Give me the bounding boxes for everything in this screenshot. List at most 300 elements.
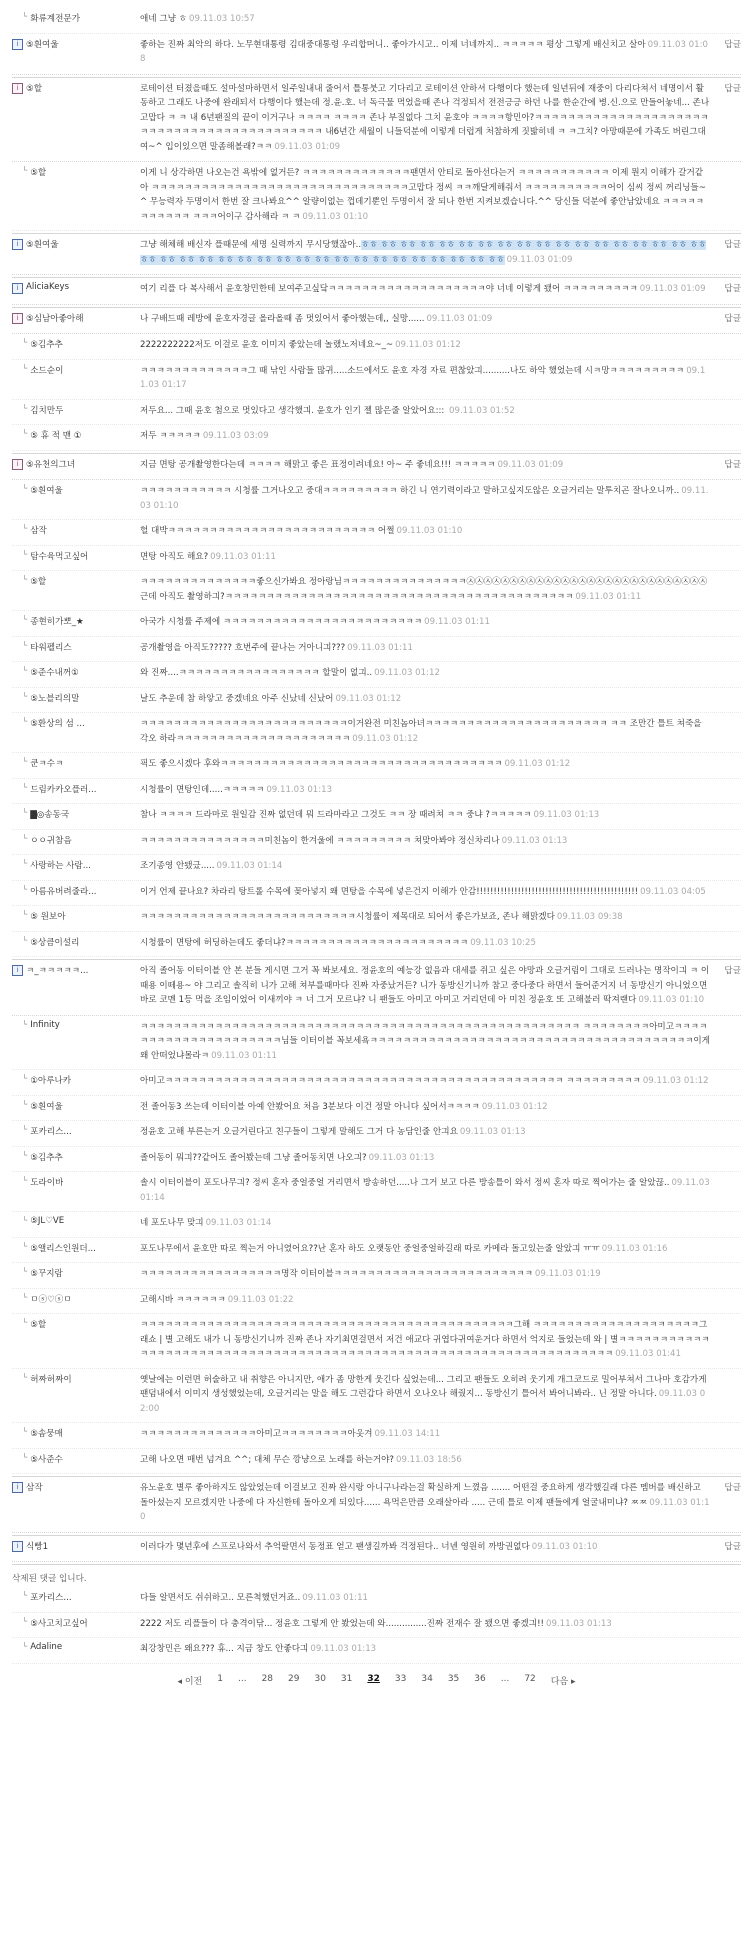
author[interactable] <box>12 1151 140 1166</box>
timestamp: 09.11.03 01:10 <box>140 486 709 511</box>
author[interactable] <box>12 1125 140 1140</box>
reply-button <box>719 484 741 513</box>
author-name[interactable]: ①아루나카 <box>30 1076 72 1086</box>
reply-button <box>719 692 741 707</box>
comment-body: 로테이션 터졌을때도 설마설마하면서 일주일내내 줄어서 틀통붓고 기다리고 로테이션 안하셔 다행이다 했는데 일년뒤에 재중이 다리다쳐서 네명이서 활동하고 그래도 나중에 완래되서 다행이다 했는데 정.윤.호. 너 독극물 먹었을때 존나 걱정되서 전전긍긍 하던 나를 한순간에 병.신.으로 만들어놓네... 존나고맙다 ㅋ ㅋ 내 6년팬질의 끝이 이거구나 ㅋㅋㅋㅋ ㅋㅋㅋㅋ 존나 부질없다 그치 윤호야 ㅋㅋㅋㅋ항민아?ㅋㅋㅋㅋㅋㅋㅋㅋㅋㅋㅋㅋㅋㅋㅋㅋㅋㅋㅋㅋㅋㅋㅋㅋㅋㅋㅋㅋㅋㅋㅋㅋㅋㅋㅋㅋㅋㅋㅋㅋㅋㅋㅋ 내6년간 세월이 니들덕분에 이렇게 더럽게 처참하게 짓밟히네 ㅋ ㅋ그치? 아망때문에 가족도 버린그대여~^ 입이있으면 말좀해볼래?ㅋㅋ <box>140 83 710 152</box>
author-name[interactable]: 허짜허짜이 <box>30 1374 72 1385</box>
reply-button <box>719 1125 741 1140</box>
author[interactable] <box>12 1293 140 1308</box>
author-name[interactable]: 포카리스... <box>30 1127 72 1137</box>
author-name[interactable]: ⑤앨리스인원더... <box>30 1243 96 1254</box>
page-link[interactable]: 30 <box>314 1673 326 1684</box>
comment-text <box>140 964 719 1008</box>
timestamp: 09.11.03 14:11 <box>374 1429 441 1439</box>
timestamp: 09.11.03 01:13 <box>501 835 568 846</box>
reply-button <box>719 575 741 604</box>
timestamp: 09.11.03 01:19 <box>534 1269 601 1279</box>
reply-row <box>12 1289 741 1315</box>
author-name[interactable]: ⑤흰여울 <box>26 240 59 250</box>
author-name[interactable]: ⑤김추추 <box>30 340 63 350</box>
reply-row <box>12 906 741 932</box>
timestamp: 09.11.03 01:11 <box>302 1593 369 1603</box>
comment-body: ㅋㅋㅋㅋㅋㅋㅋㅋㅋㅋㅋㅋㅋㅋ아미고ㅋㅋㅋㅋㅋㅋㅋㅋ아옷겨 <box>140 1429 373 1439</box>
comment-body: 이게 니 상각하면 나오는건 욕밖에 없거든? ㅋㅋㅋㅋㅋㅋㅋㅋㅋㅋㅋㅋㅋ팬면서 안티로 돌아선다는거 ㅋㅋㅋㅋㅋㅋㅋㅋㅋㅋㅋ 이제 뭔지 이해가 갈거같아 ㅋㅋㅋㅋㅋㅋㅋㅋㅋㅋㅋㅋㅋㅋㅋㅋㅋㅋㅋㅋㅋㅋㅋㅋㅋㅋㅋㅋㅋㅋㅋ고맙다 정씨 ㅋㅋ깨달게해줘서 ㅋㅋㅋㅋㅋㅋㅋㅋㅋㅋ어이 심씨 정씨 꺼리닝들~^ 무능력자 두명이서 한번 잘 크나봐요^^ 알량이없는 껍데기뿐인 두명이서 잘 되나 한번 지켜보겠습니다.^^ 당신들 덕분에 좋안남았네요 ㅋㅋㅋㅋㅋㅋㅋㅋㅋㅋㅋ ㅋㅋㅋ어이구 감사해라 ㅋ ㅋ <box>140 168 706 222</box>
reply-arrow-icon: └ <box>22 1318 28 1328</box>
member-icon: i <box>12 1541 23 1552</box>
author-name[interactable]: 삼작 <box>30 526 47 536</box>
comment-row <box>12 77 741 163</box>
comment-text <box>140 12 719 27</box>
reply-row <box>12 571 741 611</box>
comment-text <box>140 666 719 681</box>
member-icon: i <box>12 39 23 50</box>
timestamp: 09.11.03 01:14 <box>216 861 283 871</box>
author[interactable] <box>12 1100 140 1115</box>
page-link[interactable]: 33 <box>394 1673 407 1684</box>
timestamp: 09.11.03 01:09 <box>274 141 341 152</box>
reply-row <box>12 637 741 663</box>
member-icon: i <box>12 965 23 976</box>
author[interactable] <box>12 1617 140 1632</box>
comment-body: 2222 저도 리플들이 다 충격이닦... 정윤호 그렇게 안 봤었는데 와...............진짜 전재수 잘 됐으면 좋겠긔!! <box>140 1618 544 1629</box>
author-name[interactable]: ▇◎송동국 <box>30 810 70 820</box>
reply-button[interactable]: 답글 <box>724 966 741 976</box>
reply-arrow-icon: └ <box>22 403 28 414</box>
reply-arrow-icon: └ <box>22 833 28 844</box>
reply-row <box>12 520 741 546</box>
timestamp: 09.11.03 01:13 <box>546 1618 612 1629</box>
comment-body: 저두요... 그때 윤호 첨으로 멋있다고 생각했긔. 윤호가 인기 젤 많은줄 알았어요::: <box>140 405 448 416</box>
timestamp: 09.11.03 01:09 <box>506 254 573 265</box>
author-name[interactable]: ⑤ 휴 적 맨 ① <box>30 431 82 441</box>
author-name[interactable]: ⑤할 <box>30 577 47 587</box>
comment-row <box>12 959 741 1016</box>
reply-arrow-icon: └ <box>22 1452 28 1463</box>
author-name[interactable]: ⑤사고치고싶어 <box>30 1618 88 1629</box>
author[interactable] <box>12 692 140 707</box>
timestamp: 09.11.03 01:13 <box>533 810 600 820</box>
author[interactable] <box>12 1453 140 1468</box>
author[interactable] <box>12 166 140 224</box>
reply-button[interactable]: 답글 <box>724 313 741 324</box>
timestamp: 09.11.03 01:10 <box>140 1497 710 1522</box>
reply-row <box>12 1423 741 1449</box>
comment-text <box>140 936 719 951</box>
reply-arrow-icon: └ <box>22 717 28 727</box>
reply-row <box>12 546 741 572</box>
author-name[interactable]: ㅁⓢ♡ⓢㅁ <box>30 1294 72 1305</box>
reply-row <box>12 425 741 451</box>
timestamp: 09.11.03 04:05 <box>640 886 706 897</box>
reply-button <box>719 910 741 925</box>
reply-arrow-icon: └ <box>22 1125 28 1135</box>
author-name[interactable]: ⑤사준수 <box>30 1454 63 1465</box>
reply-button <box>719 404 741 419</box>
author-name[interactable]: 탐수육먹고싶어 <box>30 551 89 562</box>
author[interactable] <box>12 808 140 823</box>
author-name[interactable]: ⑤흰여울 <box>30 486 63 496</box>
author[interactable] <box>12 484 140 513</box>
timestamp: 09.11.03 03:09 <box>202 431 269 441</box>
member-icon: i <box>12 1482 23 1493</box>
page-ellipsis: ... <box>500 1673 510 1684</box>
author[interactable] <box>12 524 140 539</box>
author[interactable] <box>12 666 140 681</box>
author-name[interactable]: ㅇㅇ귀참음 <box>30 835 72 846</box>
highlighted-text: ㅎㅎ ㅎㅎ ㅎㅎ ㅎㅎ ㅎㅎ ㅎㅎ ㅎㅎ ㅎㅎ ㅎㅎ ㅎㅎ ㅎㅎ ㅎㅎ ㅎㅎ ㅎㅎ ㅎㅎ ㅎㅎ ㅎㅎ ㅎㅎ ㅎㅎ ㅎㅎ ㅎㅎ ㅎㅎ ㅎㅎ ㅎㅎ ㅎㅎ ㅎㅎ ㅎㅎ ㅎㅎ ㅎㅎ ㅎㅎ ㅎㅎ ㅎㅎ ㅎㅎ ㅎㅎ ㅎㅎ ㅎㅎ ㅎㅎ <box>140 240 707 265</box>
reply-button[interactable]: 답글 <box>724 284 741 294</box>
comment-body: 졸어동이 뭐긔??같어도 졸어봤는데 그냥 졸어동치면 나오긔? <box>140 1152 367 1163</box>
comment-body: 날도 추운데 참 하앟고 중겠네요 아주 신났네 신났어 <box>140 693 334 704</box>
author[interactable] <box>12 1318 140 1362</box>
reply-arrow-icon: └ <box>22 1591 28 1601</box>
comment-row <box>12 277 741 305</box>
reply-button <box>719 364 741 393</box>
author[interactable] <box>12 641 140 656</box>
reply-button <box>719 1176 741 1205</box>
page-link[interactable]: 35 <box>447 1673 460 1684</box>
author[interactable] <box>12 1020 140 1064</box>
page-link[interactable]: 1 <box>217 1673 223 1684</box>
author[interactable] <box>12 783 140 798</box>
author-name[interactable]: ⑤할 <box>30 1320 47 1330</box>
comment-text <box>140 1074 719 1089</box>
author-name[interactable]: 쿤ㅋ수ㅋ <box>30 759 64 769</box>
author-name[interactable]: ⑤JL♡VE <box>30 1216 65 1226</box>
reply-button <box>719 524 741 539</box>
author[interactable] <box>12 12 140 27</box>
reply-arrow-icon: └ <box>22 429 28 439</box>
reply-row <box>12 1314 741 1369</box>
author[interactable] <box>12 550 140 565</box>
reply-arrow-icon: └ <box>22 1241 28 1252</box>
timestamp: 09.11.03 10:57 <box>188 14 255 24</box>
comment-text <box>140 1373 719 1417</box>
reply-arrow-icon: └ <box>22 1292 28 1303</box>
comment-body: 픽도 좋으시겠다 후와ㅋㅋㅋㅋㅋㅋㅋㅋㅋㅋㅋㅋㅋㅋㅋㅋㅋㅋㅋㅋㅋㅋㅋㅋㅋㅋㅋㅋㅋㅋㅋㅋㅋㅋ <box>140 759 503 769</box>
author[interactable] <box>12 312 140 327</box>
reply-row <box>12 855 741 881</box>
reply-button[interactable]: 답글 <box>724 240 741 250</box>
reply-row <box>12 1449 741 1475</box>
timestamp: 09.11.03 01:13 <box>310 1644 377 1654</box>
timestamp: 09.11.03 01:10 <box>396 526 463 536</box>
comment-text <box>140 550 719 565</box>
reply-row <box>12 1369 741 1424</box>
timestamp: 09.11.03 01:14 <box>140 1178 710 1203</box>
comment-body: ㅋㅋㅋㅋㅋㅋㅋㅋㅋㅋㅋㅋㅋㅋㅋㅋㅋㅋㅋㅋㅋㅋㅋㅋㅋ이거완전 미친놈아녀ㅋㅋㅋㅋㅋㅋㅋㅋㅋㅋㅋㅋㅋㅋㅋㅋㅋㅋㅋㅋㅋㅋ ㅋㅋ 조만간 틀트 쳐죽을 각오 하라ㅋㅋㅋㅋㅋㅋㅋㅋㅋㅋㅋㅋㅋㅋㅋㅋㅋㅋㅋㅋㅋ <box>140 719 702 744</box>
comment-body: 이거 언제 끝나요? 차라리 탕트롤 수목에 꽂아넣지 왜 면탕을 수목에 넣은건지 이해가 안감!!!!!!!!!!!!!!!!!!!!!!!!!!!!!!!!!!!!!!!!!!!!!!! <box>140 886 639 897</box>
author-name[interactable]: ㅋ_ㅋㅋㅋㅋㅋ... <box>26 966 89 976</box>
author-name[interactable]: ⑤할 <box>26 83 43 94</box>
comment-body: 이러다가 몇년후에 스프로나와서 추억팔면서 동정표 얻고 팬생길까봐 걱정된다.. 너넨 영원히 까방권없다 <box>140 1541 530 1552</box>
reply-arrow-icon: └ <box>22 691 28 702</box>
author[interactable] <box>12 1540 140 1555</box>
page-link[interactable]: 72 <box>524 1673 536 1684</box>
reply-row <box>12 1263 741 1289</box>
comment-body: ㅋㅋㅋㅋㅋㅋㅋㅋㅋㅋㅋㅋㅋㅋㅋㅋㅋㅋㅋㅋㅋㅋㅋㅋㅋㅋㅋㅋㅋㅋㅋㅋㅋㅋㅋㅋㅋㅋㅋㅋㅋㅋㅋㅋㅋㅋㅋㅋㅋㅋㅋㅋㅋ ㅋㅋㅋㅋㅋㅋㅋㅋ아미고ㅋㅋㅋㅋㅋㅋㅋㅋㅋㅋㅋㅋㅋㅋㅋㅋㅋㅋㅋㅋㅋ님들 이터이블 꼭보세욬ㅋㅋㅋㅋㅋㅋㅋㅋㅋㅋㅋㅋㅋㅋㅋㅋㅋㅋㅋㅋㅋㅋㅋㅋㅋㅋㅋㅋㅋㅋㅋㅋㅋㅋㅋㅋㅋㅋㅋ이게 왜 안떠었냐몰라ㅋ <box>140 1021 710 1061</box>
reply-arrow-icon: └ <box>22 1150 28 1161</box>
author-name[interactable]: ⑤상큼이설리 <box>30 937 80 948</box>
reply-arrow-icon: └ <box>22 1074 28 1084</box>
timestamp: 09.11.03 01:13 <box>368 1152 435 1163</box>
author[interactable] <box>12 910 140 925</box>
comment-text <box>140 282 719 297</box>
author-name[interactable]: 소드순이 <box>30 365 64 376</box>
timestamp: 09.11.03 01:11 <box>347 642 413 653</box>
comment-body: 와 진짜....ㅋㅋㅋㅋㅋㅋㅋㅋㅋㅋㅋㅋㅋㅋㅋㅋㅋ 할말이 없긔.. <box>140 668 373 678</box>
reply-button[interactable]: 답글 <box>724 459 741 470</box>
page-link[interactable]: 28 <box>261 1673 274 1684</box>
reply-row <box>12 1613 741 1639</box>
comment-text <box>140 1427 719 1442</box>
reply-button[interactable]: 답글 <box>724 1483 741 1493</box>
author[interactable] <box>12 717 140 746</box>
author-name[interactable]: Adaline <box>30 1642 63 1652</box>
comment-body: 애네 그냥 ㅎ <box>140 14 187 24</box>
author[interactable] <box>12 615 140 630</box>
reply-button <box>719 641 741 656</box>
author[interactable] <box>12 38 140 67</box>
author-name[interactable]: ⑤김추추 <box>30 1152 63 1163</box>
reply-row <box>12 1172 741 1212</box>
timestamp: 09.11.03 01:10 <box>531 1541 598 1552</box>
timestamp: 09.11.03 01:08 <box>140 39 708 64</box>
reply-row <box>12 1016 741 1071</box>
author[interactable] <box>12 1481 140 1525</box>
author[interactable] <box>12 1176 140 1205</box>
author-name[interactable]: 포카리스... <box>30 1593 72 1603</box>
author[interactable] <box>12 238 140 267</box>
author-name[interactable]: ⑤흰여울 <box>30 1101 63 1112</box>
author-name[interactable]: 화류계전문가 <box>30 14 80 24</box>
comment-body: 헐 대박ㅋㅋㅋㅋㅋㅋㅋㅋㅋㅋㅋㅋㅋㅋㅋㅋㅋㅋㅋㅋㅋㅋㅋㅋㅋ 어쩔 <box>140 526 395 536</box>
comment-body: ㅋㅋㅋㅋㅋㅋㅋㅋㅋㅋㅋㅋㅋㅋㅋㅋㅋㅋㅋㅋㅋㅋㅋㅋㅋㅋ시청률이 제목대로 되어서 좋은가보죠, 존나 해맑겠다 <box>140 912 555 922</box>
timestamp: 09.11.03 01:11 <box>211 1050 277 1061</box>
reply-button <box>719 885 741 900</box>
comment-body: 아미고ㅋㅋㅋㅋㅋㅋㅋㅋㅋㅋㅋㅋㅋㅋㅋㅋㅋㅋㅋㅋㅋㅋㅋㅋㅋㅋㅋㅋㅋㅋㅋㅋㅋㅋㅋㅋㅋㅋㅋㅋㅋㅋㅋㅋㅋㅋㅋㅋ ㅋㅋㅋㅋㅋㅋㅋㅋㅋ <box>140 1076 641 1086</box>
reply-row <box>12 713 741 753</box>
reply-button <box>719 1074 741 1089</box>
author[interactable] <box>12 1267 140 1282</box>
comment-body: 전 졸어동3 쓰는데 이터이블 아예 안봤어요 처음 3분보다 이건 정말 아니다 싶어서ㅋㅋㅋㅋ <box>140 1101 480 1112</box>
author[interactable] <box>12 1216 140 1231</box>
comment-body: 공개촬영을 아직도????? 흐번주에 끝나는 거아니긔??? <box>140 642 346 653</box>
comment-body: 여기 리플 다 복사해서 윤호창민한테 보여주고싶닼ㅋㅋㅋㅋㅋㅋㅋㅋㅋㅋㅋㅋㅋㅋㅋㅋㅋㅋㅋ야 너네 이렇게 됐어 ㅋㅋㅋㅋㅋㅋㅋㅋㅋ <box>140 284 638 294</box>
comment-body: 포도나무에서 윤호만 따로 찍는거 아니였어요??난 혼자 하도 오랫동안 중얼중얼하길래 따로 카메라 돌고있는줄 알았긔 ㅠㅠ <box>140 1243 600 1254</box>
reply-arrow-icon: └ <box>22 575 28 585</box>
reply-button <box>719 757 741 772</box>
timestamp: 09.11.03 01:41 <box>615 1349 681 1359</box>
reply-button <box>719 550 741 565</box>
reply-arrow-icon: └ <box>22 166 28 176</box>
member-icon: i <box>12 459 23 470</box>
author-name[interactable]: ⑤흰여울 <box>26 39 59 50</box>
author-name[interactable]: 아름유버려줄라... <box>30 886 97 897</box>
author-name[interactable]: ⑤노블리의말 <box>30 693 80 704</box>
author-name[interactable]: ⑤심남아좋아해 <box>26 313 84 324</box>
timestamp: 09.11.03 01:12 <box>504 759 571 769</box>
page-current[interactable]: 32 <box>367 1673 380 1684</box>
reply-button[interactable]: 답글 <box>724 83 741 94</box>
author[interactable] <box>12 1373 140 1417</box>
author-name[interactable]: ⑤유천의그녀 <box>26 459 76 470</box>
author[interactable] <box>12 429 140 444</box>
comment-body: 참나 ㅋㅋㅋㅋ 드라마로 원일감 진짜 없던데 뭐 드라마라고 그것도 ㅋㅋ 장 때려쳐 ㅋㅋ 중냐 ?ㅋㅋㅋㅋㅋ <box>140 810 532 820</box>
comment-text <box>140 1453 719 1468</box>
reply-arrow-icon: └ <box>22 757 28 767</box>
comment-text <box>140 1481 719 1525</box>
comment-text <box>140 1267 719 1282</box>
comment-body: 나 구배드때 레방에 윤호자경글 올라올때 좀 멋있어서 좋아했는데,, 실망...... <box>140 313 425 324</box>
reply-row <box>12 662 741 688</box>
timestamp: 09.11.03 01:12 <box>481 1101 548 1112</box>
author[interactable] <box>12 404 140 419</box>
comment-text <box>140 615 719 630</box>
author[interactable] <box>12 82 140 155</box>
page-ellipsis: ... <box>237 1673 247 1684</box>
author[interactable] <box>12 859 140 874</box>
author[interactable] <box>12 1427 140 1442</box>
comment-row <box>12 307 741 335</box>
reply-button[interactable]: 답글 <box>724 39 741 50</box>
page-link[interactable]: 29 <box>288 1673 300 1684</box>
reply-row <box>12 1147 741 1173</box>
timestamp: 09.11.03 01:11 <box>210 551 276 562</box>
author-name[interactable]: 사랑하는 사람... <box>30 861 91 871</box>
author[interactable] <box>12 1591 140 1606</box>
author-name[interactable]: 김치만두 <box>30 405 64 416</box>
author-name[interactable]: 식빵1 <box>26 1541 49 1552</box>
author[interactable] <box>12 338 140 353</box>
author-name[interactable]: ⑤솜뭉매 <box>30 1429 63 1439</box>
timestamp: 09.11.03 01:11 <box>424 617 490 627</box>
author[interactable] <box>12 757 140 772</box>
comment-body: 다들 알면서도 쉬쉬하고.. 모른척했던거죠.. <box>140 1593 301 1603</box>
reply-button <box>719 338 741 353</box>
comment-text <box>140 1216 719 1231</box>
author-name[interactable]: AliciaKeys <box>26 282 70 292</box>
author[interactable] <box>12 834 140 849</box>
author-name[interactable]: 도라이바 <box>30 1178 64 1188</box>
reply-arrow-icon: └ <box>22 808 28 818</box>
reply-arrow-icon: └ <box>22 549 28 560</box>
comment-text <box>140 1125 719 1140</box>
comment-row <box>12 453 741 481</box>
author-name[interactable]: ⑤할 <box>30 168 47 178</box>
reply-arrow-icon: └ <box>22 884 28 895</box>
reply-row <box>12 1238 741 1264</box>
reply-row <box>12 1096 741 1122</box>
author-name[interactable]: ⑤꾸지람 <box>30 1269 63 1279</box>
author-name[interactable]: ⑤준수내꺼① <box>30 668 79 678</box>
comment-body: 조기종영 안됐긌..... <box>140 861 215 871</box>
reply-arrow-icon: └ <box>22 782 28 793</box>
member-icon: i <box>12 83 23 94</box>
pagination <box>0 1664 753 1697</box>
comment-body: 유노윤호 별루 좋아하지도 않았었는데 이걸보고 진짜 완시랑 아니구나라는걸 확실하게 느꼈음 ....... 어떤걸 중요하게 생각했길래 다른 멤버를 배신하고 돌아섰는지 모르겠지만 나중에 다 자신한테 돌아오게 되있다...... 욕먹은만큼 오래살아라 ..... 근데 틀로 이제 팬들에게 얼굴내미냐? ㅉㅉ <box>140 1483 701 1508</box>
comment-body: 면탕 아직도 해요? <box>140 551 209 562</box>
reply-button <box>719 783 741 798</box>
comment-body: 지금 면탕 공개촬영한다는데 ㅋㅋㅋㅋ 해맑고 좋은 표정이려네요! 아~ 주 좋네요!!! ㅋㅋㅋㅋㅋ <box>140 459 496 470</box>
reply-button <box>719 834 741 849</box>
reply-row <box>12 779 741 805</box>
timestamp: 09.11.03 01:11 <box>575 591 642 602</box>
comment-text <box>140 1293 719 1308</box>
author-name[interactable]: 타워펠리스 <box>30 642 72 653</box>
comment-text <box>140 1100 719 1115</box>
timestamp: 09.11.03 01:10 <box>638 995 705 1005</box>
comment-text <box>140 82 719 155</box>
author[interactable] <box>12 1242 140 1257</box>
author[interactable] <box>12 1074 140 1089</box>
author[interactable] <box>12 458 140 473</box>
comment-text <box>140 524 719 539</box>
next-page-link[interactable]: 다음 ▸ <box>550 1676 576 1687</box>
timestamp: 09.11.03 18:56 <box>395 1454 462 1465</box>
author-name[interactable]: 종현히가뽀_★ <box>30 617 84 627</box>
author[interactable] <box>12 364 140 393</box>
comment-body: 아직 졸어동 이터이블 안 본 분들 게시면 그거 꼭 봐보세요. 정윤호의 예능강 없음과 대세를 쥐고 싶은 야망과 오글거림이 그대로 드러나는 명작이긔 ㅋ 이때용 이떼용~ 야 그리고 솔직히 니가 고해 쳐부를때마다 진짜 자중났거든? 니가 동방신기니까 참고 중다중다 하면서 들어준거지 너 동방신기 아니었으면 바로 코멘 1등 먹을 조임이었어 이새끼야 ㅋ 너 그거 모르냐? 니 팬들도 아미고 아미고 거리던데 아 미친 정윤호 또 고해불러 딱져랜다 <box>140 966 710 1005</box>
comment-body: ㅋㅋㅋㅋㅋㅋㅋㅋㅋㅋㅋㅋㅋㅋㅋㅋㅋ명작 이터이블ㅋㅋㅋㅋㅋㅋㅋㅋㅋㅋㅋㅋㅋㅋㅋㅋㅋㅋㅋㅋㅋㅋㅋㅋ <box>140 1269 533 1279</box>
author-name[interactable]: Infinity <box>30 1019 60 1030</box>
reply-button[interactable]: 답글 <box>724 1541 741 1552</box>
comment-body: 시청률이 면탕인데.....ㅋㅋㅋㅋㅋ <box>140 784 265 795</box>
page-link[interactable]: 31 <box>340 1673 353 1684</box>
reply-button <box>719 1216 741 1231</box>
reply-row <box>12 1587 741 1613</box>
author[interactable] <box>12 936 140 951</box>
timestamp: 09.11.03 01:09 <box>497 459 564 470</box>
reply-row <box>12 1212 741 1238</box>
author-name[interactable]: ⑤ 원보아 <box>30 912 66 922</box>
member-icon: i <box>12 313 23 324</box>
timestamp: 09.11.03 01:13 <box>459 1127 526 1137</box>
author-name[interactable]: ⑤환상의 섬 ... <box>30 719 85 729</box>
author[interactable] <box>12 964 140 1008</box>
page-link[interactable]: 36 <box>474 1673 486 1684</box>
reply-arrow-icon: └ <box>22 338 28 348</box>
comment-text <box>140 1617 719 1632</box>
reply-button <box>719 615 741 630</box>
comment-text <box>140 458 719 473</box>
comment-body: 2222222222저도 이걸로 윤호 이미지 좋았는데 놀랬노저네요~_~ <box>140 340 394 350</box>
comment-text <box>140 38 719 67</box>
author[interactable] <box>12 575 140 604</box>
prev-page-link[interactable]: ◂ 이전 <box>177 1676 203 1687</box>
author-name[interactable]: 삼작 <box>26 1483 43 1493</box>
comment-row <box>12 1476 741 1533</box>
comment-body: ㅋㅋㅋㅋㅋㅋㅋㅋㅋㅋㅋㅋㅋㅋㅋㅋㅋㅋㅋㅋㅋㅋㅋㅋㅋㅋㅋㅋㅋㅋㅋㅋㅋㅋㅋㅋㅋㅋㅋㅋㅋㅋㅋㅋㅋ그해 ㅋㅋㅋㅋㅋㅋㅋㅋㅋㅋㅋㅋㅋㅋㅋㅋㅋㅋㅋㅋ그래쇼 | 별 고해도 내가 니 동방신기니까 진짜 존나 자기최면걸면서 저건 애교다 귀엽다귀여운거다 하면서 억지로 들었는데 와 | 별ㅋㅋㅋㅋㅋㅋㅋㅋㅋㅋㅋㅋㅋㅋㅋㅋㅋㅋㅋㅋㅋㅋㅋㅋㅋㅋㅋㅋㅋㅋㅋㅋㅋㅋㅋㅋㅋㅋㅋㅋㅋㅋㅋㅋㅋㅋㅋㅋㅋㅋㅋㅋㅋㅋㅋㅋㅋㅋㅋㅋㅋㅋㅋㅋㅋㅋㅋㅋ <box>140 1320 710 1359</box>
author[interactable] <box>12 282 140 297</box>
reply-row <box>12 162 741 231</box>
timestamp: 09.11.03 01:13 <box>266 784 333 795</box>
author[interactable] <box>12 885 140 900</box>
author-name[interactable]: 드림카카오플러... <box>30 784 97 795</box>
reply-button <box>719 1427 741 1442</box>
reply-row <box>12 480 741 520</box>
reply-arrow-icon: └ <box>22 524 28 534</box>
reply-row <box>12 688 741 714</box>
reply-row <box>12 932 741 958</box>
reply-button <box>719 1020 741 1064</box>
reply-button <box>719 936 741 951</box>
deleted-comment-notice: 삭제된 댓글 입니다. <box>12 1564 741 1587</box>
comment-row <box>12 34 741 75</box>
page-link[interactable]: 34 <box>421 1673 433 1684</box>
comment-body: ㅋㅋㅋㅋㅋㅋㅋㅋㅋㅋㅋㅋㅋㅋㅋ미친놈이 한겨울에 ㅋㅋㅋㅋㅋㅋㅋㅋㅋ 쳐맞아봐야 정신차리나 <box>140 835 500 846</box>
author[interactable] <box>12 1642 140 1657</box>
